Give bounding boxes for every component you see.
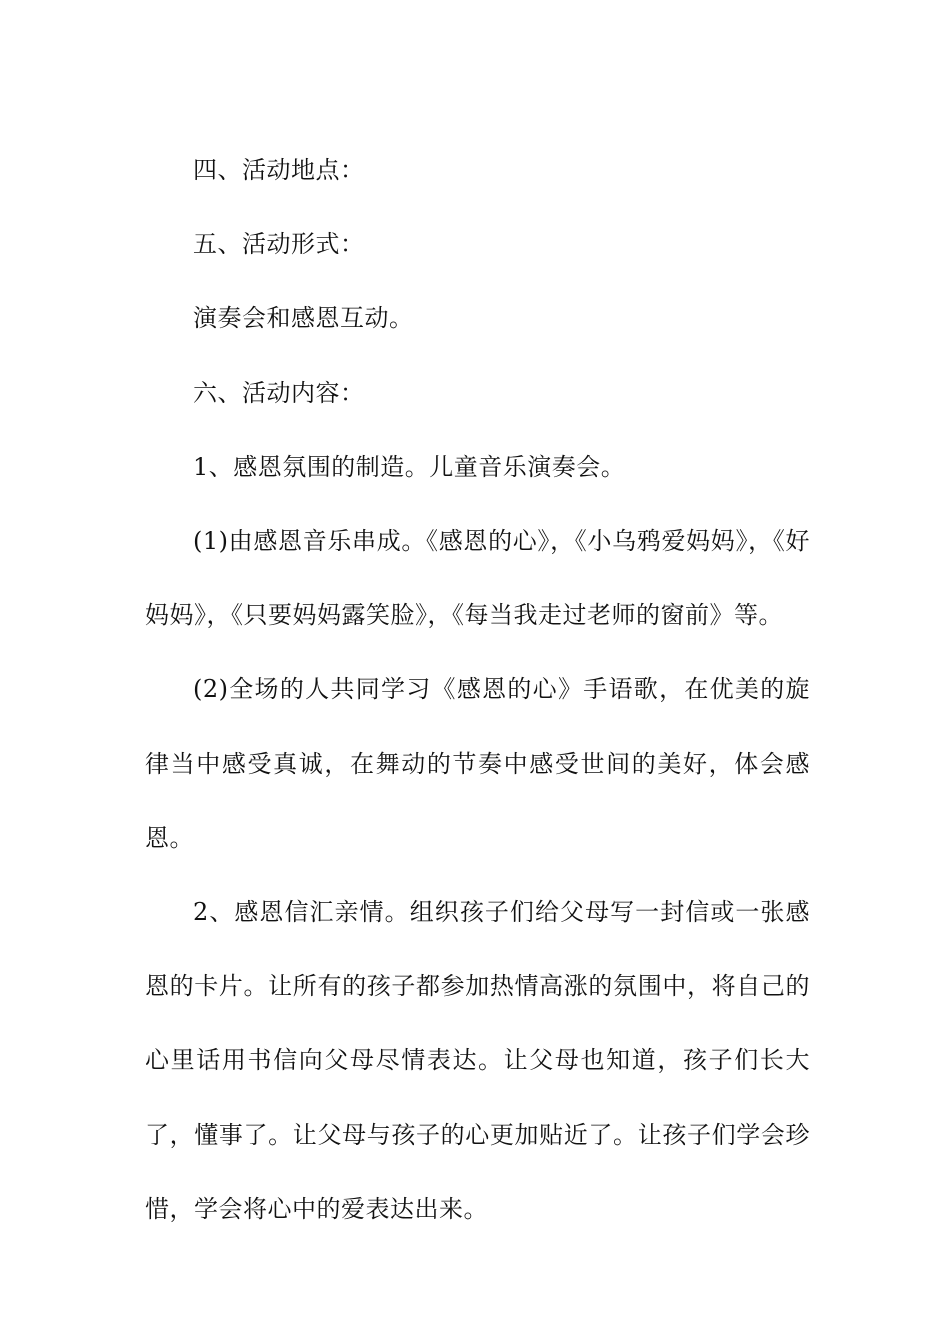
paragraph-item-2: 2、感恩信汇亲情。组织孩子们给父母写一封信或一张感恩的卡片。让所有的孩子都参加热情高涨的氛围中，将自己的心里话用书信向父母尽情表达。让父母也知道，孩子们长大了，懂事了。让父母与孩子的心更加贴近了。让孩子们学会珍惜，学会将心中的爱表达出来。 [145, 898, 810, 1223]
heading-activity-form: 五、活动形式： [193, 230, 365, 259]
heading-activity-location: 四、活动地点： [193, 156, 365, 184]
document-body [145, 133, 810, 1246]
paragraph-activity-form: 演奏会和感恩互动。 [193, 304, 414, 333]
paragraph-subitem-1: (1)由感恩音乐串成。《感恩的心》，《小乌鸦爱妈妈》，《好妈妈》，《只要妈妈露笑脸》，《每当我走过老师的窗前》等。 [145, 527, 810, 630]
paragraph-subitem-2: (2)全场的人共同学习《感恩的心》手语歌，在优美的旋律当中感受真诚，在舞动的节奏中感受世间的美好，体会感恩。 [145, 675, 810, 852]
paragraph-item-1: 1、感恩氛围的制造。儿童音乐演奏会。 [193, 452, 626, 481]
heading-activity-content: 六、活动内容： [193, 378, 365, 407]
